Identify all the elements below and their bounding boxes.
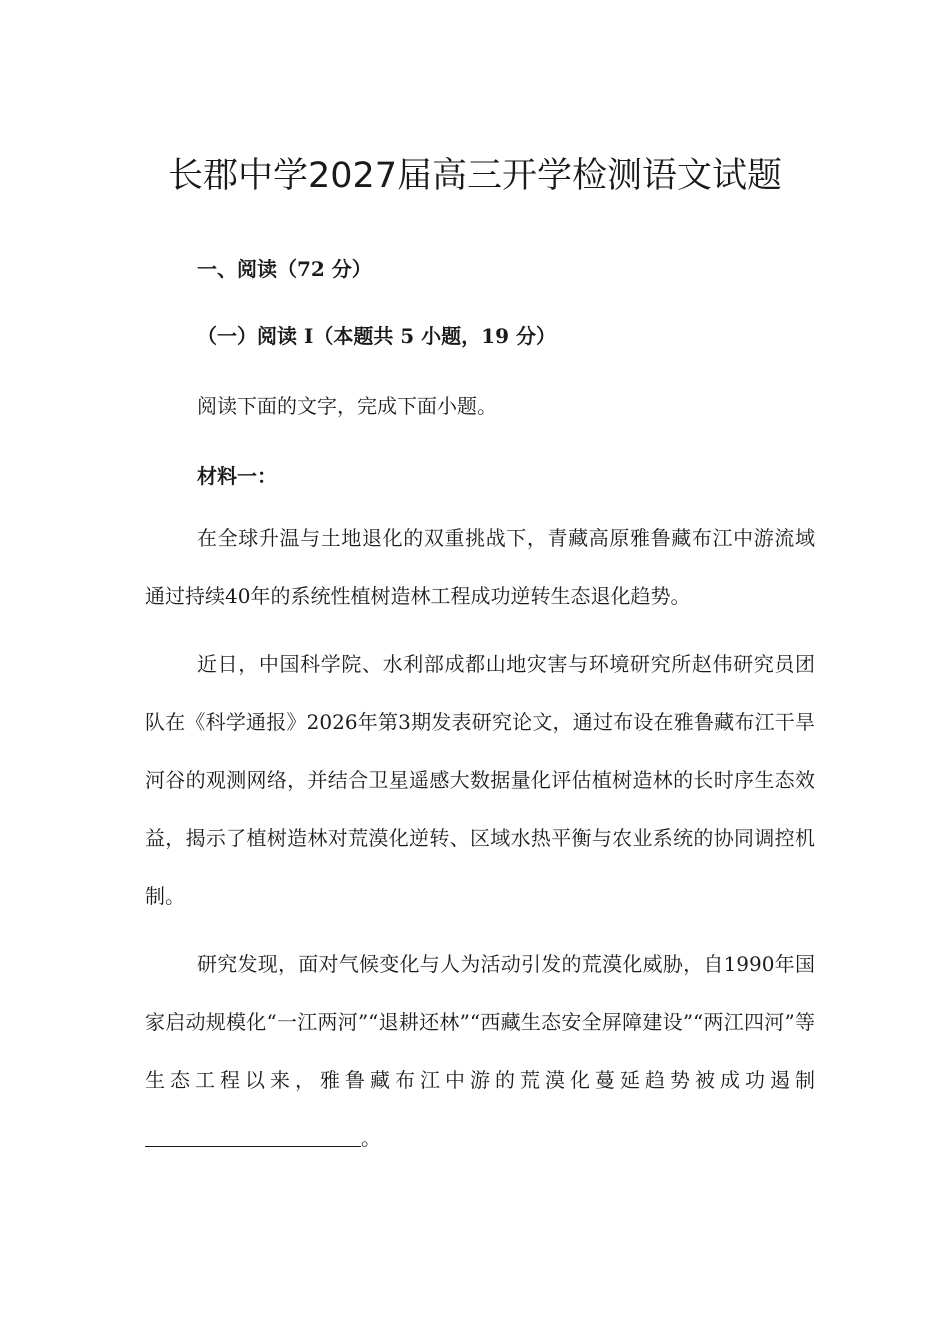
paragraph-3-text: 研究发现，面对气候变化与人为活动引发的荒漠化威胁，自1990年国家启动规模化“一江两河”“退耕还林”“西藏生态安全屏障建设”“两江四河”等生态工程以来，雅鲁藏布江中游的荒漠化蔓延趋势被成功遏制 xyxy=(145,952,815,1092)
page-title: 长郡中学2027届高三开学检测语文试题 xyxy=(167,156,783,196)
material-label: 材料一： xyxy=(197,464,277,488)
paragraph-2: 近日，中国科学院、水利部成都山地灾害与环境研究所赵伟研究员团队在《科学通报》2026年第3期发表研究论文，通过布设在雅鲁藏布江干旱河谷的观测网络，并结合卫星遥感大数据量化评估植树造林的长时序生态效益，揭示了植树造林对荒漠化逆转、区域水热平衡与农业系统的协同调控机制。 xyxy=(145,652,815,908)
paragraph-3-end: 。 xyxy=(361,1126,381,1150)
section-heading: 一、阅读（72 分） xyxy=(197,257,372,281)
subsection-heading: （一）阅读 Ⅰ（本题共 5 小题，19 分） xyxy=(197,324,556,348)
paragraph-3 xyxy=(145,935,815,1167)
answer-blank[interactable] xyxy=(145,1124,361,1147)
paragraph-1: 在全球升温与土地退化的双重挑战下，青藏高原雅鲁藏布江中游流域通过持续40年的系统性植树造林工程成功逆转生态退化趋势。 xyxy=(145,526,815,608)
instruction-text: 阅读下面的文字，完成下面小题。 xyxy=(197,394,497,418)
